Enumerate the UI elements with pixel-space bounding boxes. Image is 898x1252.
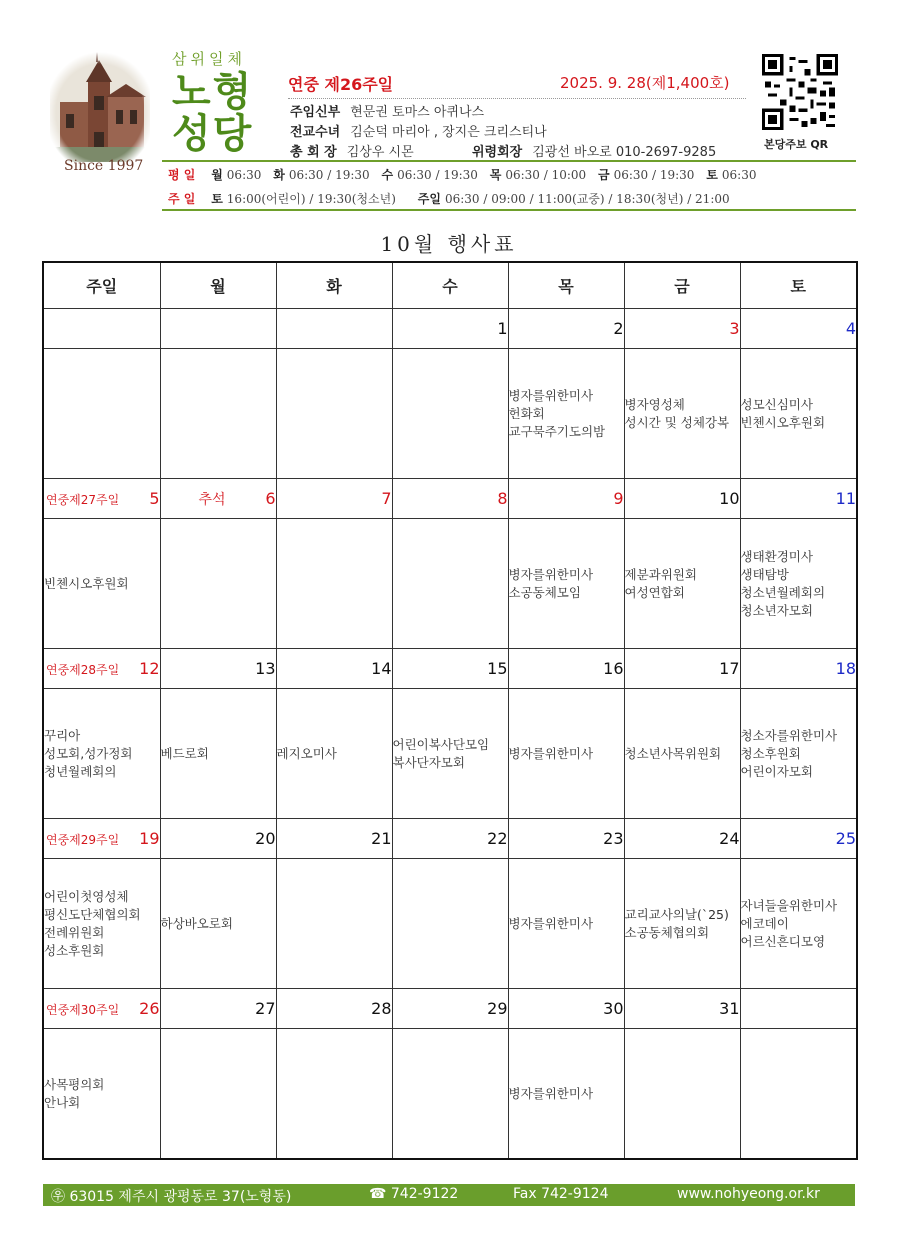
event-item: 병자를위한미사 [508, 745, 594, 761]
mass-day: 토 [211, 192, 223, 206]
event-item: 여성연합회 [624, 584, 685, 600]
date-cell [508, 819, 624, 859]
event-item: 어린이자모회 [740, 763, 813, 779]
events-cell [160, 1029, 276, 1160]
date-cell [392, 479, 508, 519]
footer-fax: Fax 742-9124 [513, 1186, 609, 1202]
events-cell [508, 859, 624, 989]
events-cell [508, 519, 624, 649]
date-cell [740, 479, 857, 519]
events-cell [276, 349, 392, 479]
events-cell [740, 349, 857, 479]
date-number: 21 [371, 829, 392, 848]
mass-time: 06:30 / 19:30 [613, 168, 695, 182]
mass-day: 수 [381, 168, 394, 182]
since-year: Since 1997 [64, 158, 144, 174]
date-number: 16 [603, 659, 624, 678]
date-number: 27 [255, 999, 276, 1018]
date-cell [740, 989, 857, 1029]
date-cell [508, 649, 624, 689]
date-number: 13 [255, 659, 276, 678]
event-item: 어린이복사단모임 [392, 736, 490, 752]
events-cell [740, 689, 857, 819]
weekday-header: 화 [276, 262, 392, 309]
sunday-week-label: 연중제30주일 [46, 1003, 120, 1017]
events-cell [392, 519, 508, 649]
events-row [43, 349, 857, 479]
date-cell [160, 989, 276, 1029]
date-number: 30 [603, 999, 624, 1018]
events-cell [508, 689, 624, 819]
qr-code-icon[interactable] [762, 54, 838, 130]
event-calendar [42, 261, 858, 1160]
issue-date: 2025. 9. 28(제1,400호) [560, 74, 730, 92]
date-cell [160, 479, 276, 519]
date-number: 10 [719, 489, 740, 508]
date-number: 17 [719, 659, 740, 678]
date-number: 31 [719, 999, 740, 1018]
date-cell [624, 989, 740, 1029]
mass-time: 06:30 / 09:00 / 11:00(교중) / 18:30(청년) / 21:00 [444, 192, 730, 206]
logo-text-line1: 노형 [172, 69, 254, 115]
mass-time: 06:30 [721, 168, 757, 182]
date-cell [160, 649, 276, 689]
mass-day: 금 [598, 168, 610, 182]
events-cell [392, 1029, 508, 1160]
event-item: 빈첸시오후원회 [44, 575, 129, 591]
date-row [43, 649, 857, 689]
events-cell [160, 349, 276, 479]
holiday-label: 추석 [198, 492, 226, 508]
header-divider [288, 98, 746, 99]
mass-time: 06:30 / 19:30 [397, 168, 478, 182]
date-number: 19 [139, 829, 160, 848]
event-item: 성모회,성가정회 [44, 745, 133, 761]
pastor-label: 주임신부 [290, 105, 341, 120]
date-number: 24 [719, 829, 740, 848]
event-item: 평신도단체협의회 [44, 906, 141, 922]
sisters-label: 전교수녀 [290, 125, 341, 140]
events-cell [160, 689, 276, 819]
event-item: 생태환경미사 [740, 548, 813, 564]
footer-address: ㉾ 63015 제주시 광평동로 37(노형동) [51, 1189, 292, 1205]
footer-phone: ☎ 742-9122 [369, 1186, 459, 1202]
events-cell [740, 1029, 857, 1160]
pastor-name: 현문권 토마스 아퀴나스 [350, 105, 485, 120]
date-cell [276, 309, 392, 349]
mass-divider-bottom [162, 209, 856, 211]
event-item: 전례위원회 [44, 924, 105, 940]
date-cell [624, 309, 740, 349]
date-number: 25 [835, 829, 856, 848]
events-cell [160, 859, 276, 989]
date-cell [392, 819, 508, 859]
events-cell [43, 689, 160, 819]
event-item: 청소년사목위원회 [624, 745, 722, 761]
event-item: 레지오미사 [276, 745, 337, 761]
events-cell [624, 349, 740, 479]
date-number: 3 [729, 319, 740, 338]
event-item: 생태탐방 [740, 566, 789, 582]
mass-day: 화 [273, 168, 285, 182]
mass-day: 주일 [417, 192, 441, 206]
date-number: 18 [835, 659, 856, 678]
events-cell [624, 1029, 740, 1160]
date-cell [508, 479, 624, 519]
date-cell [624, 819, 740, 859]
date-number: 4 [845, 319, 856, 338]
events-cell [392, 859, 508, 989]
events-cell [624, 689, 740, 819]
sunday-week-label: 연중제29주일 [46, 833, 120, 847]
date-number: 20 [255, 829, 276, 848]
events-cell [43, 349, 160, 479]
date-row [43, 309, 857, 349]
date-number: 2 [613, 319, 624, 338]
event-item: 소공동체협의회 [624, 924, 710, 940]
events-cell [392, 689, 508, 819]
event-item: 청소년월례회의 [740, 584, 826, 600]
committee-label: 위령회장 [472, 145, 523, 160]
sunday-mass-times [168, 190, 730, 207]
weekday-header-row [43, 262, 857, 309]
event-item: 어르신흔디모영 [740, 933, 826, 949]
pastor-row [290, 101, 484, 120]
events-cell [43, 1029, 160, 1160]
sunday-week-label: 연중제27주일 [46, 493, 120, 507]
event-item: 병자를위한미사 [508, 915, 594, 931]
date-cell [43, 649, 160, 689]
date-cell [160, 819, 276, 859]
date-cell [508, 309, 624, 349]
event-item: 하상바오로회 [160, 915, 233, 931]
event-item: 병자를위한미사 [508, 566, 594, 582]
date-row [43, 989, 857, 1029]
date-cell [392, 309, 508, 349]
date-number: 15 [487, 659, 508, 678]
date-cell [508, 989, 624, 1029]
president-row [290, 141, 414, 160]
event-item: 꾸리아 [44, 727, 81, 743]
events-cell [276, 1029, 392, 1160]
footer-website[interactable]: www.nohyeong.or.kr [677, 1186, 820, 1202]
mass-time: 06:30 [226, 168, 262, 182]
weekday-mass-times [168, 166, 756, 183]
events-cell [740, 859, 857, 989]
committee-name: 김광선 바오로 010-2697-9285 [532, 145, 717, 160]
president-name: 김상우 시몬 [346, 145, 414, 160]
event-item: 병자영성체 [624, 396, 685, 412]
date-number: 14 [371, 659, 392, 678]
qr-label: 본당주보 QR [764, 138, 829, 151]
president-label: 총 회 장 [290, 145, 337, 160]
event-item: 청년월례회의 [44, 763, 117, 779]
event-item: 성모신심미사 [740, 396, 813, 412]
event-item: 헌화회 [508, 405, 545, 421]
events-cell [624, 859, 740, 989]
event-item: 청소자를위한미사 [740, 727, 838, 743]
motto: 삼위일체 [172, 50, 246, 68]
weekday-header: 주일 [43, 262, 160, 309]
date-number: 7 [381, 489, 392, 508]
logo-text-line2: 성당 [172, 111, 254, 157]
event-item: 어린이첫영성체 [44, 888, 129, 904]
event-item: 자녀들을위한미사 [740, 897, 838, 913]
mass-day: 토 [706, 168, 718, 182]
date-number: 1 [497, 319, 508, 338]
date-number: 29 [487, 999, 508, 1018]
event-item: 성소후원회 [44, 942, 105, 958]
mass-time: 06:30 / 19:30 [288, 168, 370, 182]
sunday-label: 주 일 [168, 192, 196, 206]
event-item: 소공동체모임 [508, 584, 581, 600]
date-row [43, 479, 857, 519]
mass-day: 목 [489, 168, 502, 182]
date-number: 22 [487, 829, 508, 848]
date-cell [43, 989, 160, 1029]
events-cell [43, 519, 160, 649]
mass-time: 16:00(어린이) / 19:30(청소년) [226, 192, 396, 206]
date-number: 6 [265, 489, 276, 508]
date-number: 23 [603, 829, 624, 848]
date-cell [43, 479, 160, 519]
date-number: 11 [835, 489, 856, 508]
date-cell [276, 479, 392, 519]
events-cell [276, 519, 392, 649]
date-cell [624, 649, 740, 689]
events-row [43, 519, 857, 649]
footer-bar [43, 1184, 855, 1206]
date-number: 26 [139, 999, 160, 1018]
date-cell [624, 479, 740, 519]
event-item: 베드로회 [160, 745, 209, 761]
date-cell [740, 649, 857, 689]
event-item: 청소후원회 [740, 745, 801, 761]
church-building-image [50, 52, 150, 162]
events-cell [43, 859, 160, 989]
event-item: 청소년자모회 [740, 602, 813, 618]
date-number: 8 [497, 489, 508, 508]
sunday-week-label: 연중제28주일 [46, 663, 120, 677]
mass-day: 월 [211, 168, 223, 182]
issue-title: 연중 제26주일 [288, 75, 394, 94]
mass-time: 06:30 / 10:00 [505, 168, 587, 182]
weekday-header: 금 [624, 262, 740, 309]
date-cell [392, 649, 508, 689]
date-cell [276, 819, 392, 859]
events-cell [276, 689, 392, 819]
events-cell [624, 519, 740, 649]
events-row [43, 859, 857, 989]
events-cell [508, 349, 624, 479]
event-item: 병자를위한미사 [508, 1085, 594, 1101]
date-number: 12 [139, 659, 160, 678]
event-item: 성시간 및 성체강복 [624, 414, 730, 430]
event-item: 복사단자모회 [392, 754, 465, 770]
weekday-label: 평 일 [168, 168, 196, 182]
events-cell [740, 519, 857, 649]
sisters-row [290, 121, 547, 140]
date-cell [43, 309, 160, 349]
date-number: 9 [613, 489, 624, 508]
date-row [43, 819, 857, 859]
event-item: 안나회 [44, 1094, 81, 1110]
date-cell [740, 819, 857, 859]
committee-row [472, 141, 716, 160]
date-number: 28 [371, 999, 392, 1018]
date-number: 5 [149, 489, 160, 508]
weekday-header: 수 [392, 262, 508, 309]
event-item: 에코데이 [740, 915, 789, 931]
sisters-name: 김순덕 마리아 , 장지은 크리스티나 [350, 125, 547, 140]
events-cell [160, 519, 276, 649]
events-cell [508, 1029, 624, 1160]
date-cell [740, 309, 857, 349]
date-cell [392, 989, 508, 1029]
date-cell [276, 649, 392, 689]
event-item: 교구묵주기도의밤 [508, 423, 606, 439]
weekday-header: 목 [508, 262, 624, 309]
event-item: 교리교사의날(`25) [624, 906, 729, 922]
date-cell [276, 989, 392, 1029]
weekday-header: 월 [160, 262, 276, 309]
events-cell [276, 859, 392, 989]
event-item: 사목평의회 [44, 1076, 105, 1092]
date-cell [43, 819, 160, 859]
event-item: 빈첸시오후원회 [740, 414, 826, 430]
events-cell [392, 349, 508, 479]
weekday-header: 토 [740, 262, 857, 309]
event-item: 제분과위원회 [624, 566, 697, 582]
date-cell [160, 309, 276, 349]
event-item: 병자를위한미사 [508, 387, 594, 403]
events-row [43, 689, 857, 819]
bulletin-header [0, 0, 898, 212]
calendar-title: 10월 행사표 [380, 232, 518, 256]
mass-divider-top [162, 160, 856, 162]
events-row [43, 1029, 857, 1160]
